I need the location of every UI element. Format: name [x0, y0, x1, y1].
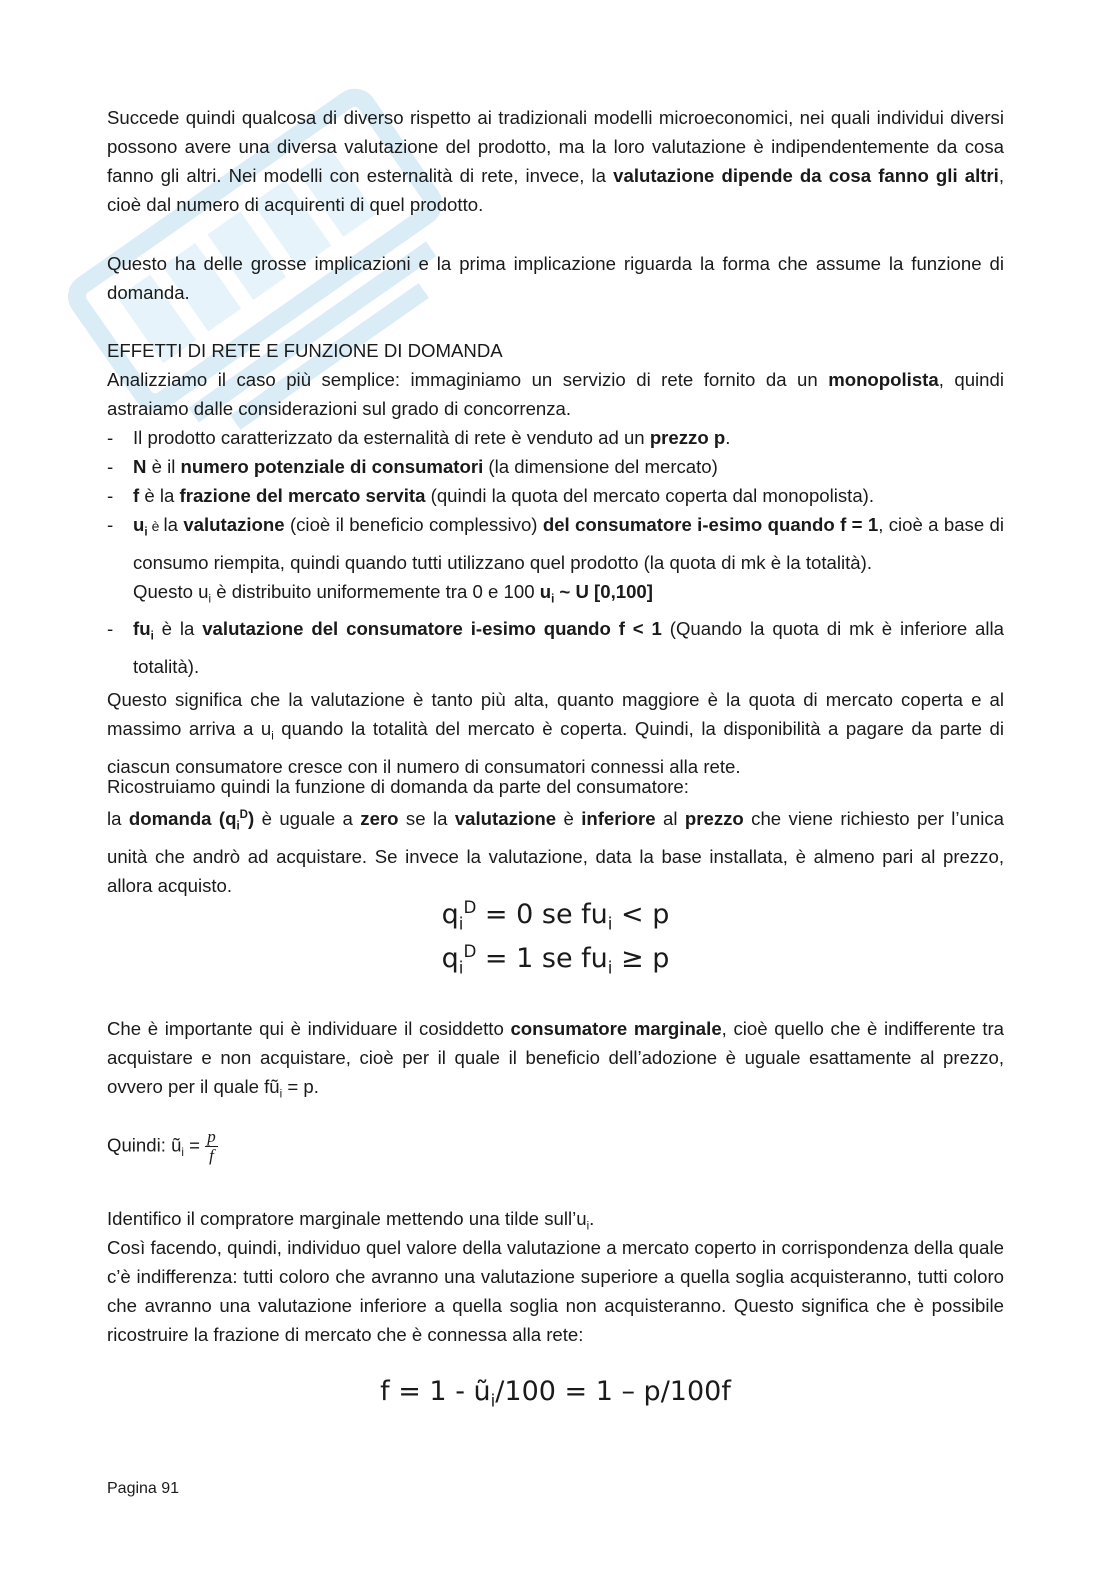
paragraph-1: Succede quindi qualcosa di diverso rispetto ai tradizionali modelli microeconomici, nei quali individui diversi possono avere una diversa valutazione del prodotto, ma la loro valutazione è indipendentemente da cosa fanno gli altri. Nei modelli con esternalità di rete, invece, la valutazione dipende da cosa fanno gli altri, cioè dal numero di acquirenti di quel prodotto. — [107, 107, 1005, 215]
paragraph-2: Questo ha delle grosse implicazioni e la prima implicazione riguarda la forma che assume la funzione di domanda. — [107, 253, 1004, 303]
paragraph-3: Questo significa che la valutazione è tanto più alta, quanto maggiore è la quota di mercato coperta e al massimo arriva a $u_i$ quando la totalità del mercato è coperta. Quindi, la disponibilità a pagare da parte di ciascun consumatore cresce con il numero di consumatori connessi alla rete. — [107, 689, 1004, 777]
paragraph-8: Così facendo, quindi, individuo quel valore della valutazione a mercato coperto in corrispondenza della quale c’è indifferenza: tutti coloro che avranno una valutazione superiore a quella soglia acquisteranno, tutti coloro che avranno una valutazione inferiore a quella soglia non acquisteranno. Questo significa che è possibile ricostruire la frazione di mercato che è connessa alla rete: — [107, 1237, 1004, 1345]
bullet-list — [107, 423, 1004, 681]
marginal-formula: Quindi: $ũ_i$ = $\frac{p}{f}$ — [107, 1127, 216, 1165]
formula-market-fraction: $f = 1 - ũ_i/100 = 1 - p/100f$ — [380, 1376, 731, 1411]
intro-paragraph: Analizziamo il caso più semplice: immaginiamo un servizio di rete fornito da un monopolista, quindi astraiamo dalle considerazioni sul grado di concorrenza. — [107, 369, 1004, 419]
list-item: - $u_i$ è la valutazione (cioè il beneficio complessivo) del consumatore i-esimo quando f = 1, cioè a base di consumo riempita, quindi quando tutti utilizzano quel prodotto (la quota di mk è la totalità). — [107, 514, 1004, 573]
list-item-continued: Questo $u_i$ è distribuito uniformemente tra 0 e 100 $u_i$ ~ U [0,100] — [133, 580, 653, 606]
list-item: - N è il numero potenziale di consumatori (la dimensione del mercato) — [107, 456, 718, 477]
list-item: - Il prodotto caratterizzato da esternalità di rete è venduto ad un prezzo p. — [107, 427, 731, 448]
list-item: - $fu_i$ è la valutazione del consumatore i-esimo quando f < 1 (Quando la quota di mk è inferiore alla totalità). — [107, 618, 1004, 678]
paragraph-7: Identifico il compratore marginale mettendo una tilde $sull’u_i$. — [107, 1208, 595, 1233]
formula-demand-one: $q_i^D = 1$ se $fu_i \ge p$ — [441, 941, 670, 978]
section-heading: EFFETTI DI RETE E FUNZIONE DI DOMANDA — [107, 340, 503, 361]
page-number: Pagina 91 — [107, 1480, 180, 1497]
paragraph-4: Ricostruiamo quindi la funzione di domanda da parte del consumatore: — [107, 776, 689, 797]
paragraph-5: la domanda $(q_i^D)$ è uguale a zero se la valutazione è inferiore al prezzo che viene richiesto per l’unica unità che andrò ad acquistare. Se invece la valutazione, data la base installata, è almeno pari al prezzo, allora acquisto. — [107, 808, 1004, 896]
fraction: $\frac{p}{f}$ — [207, 1127, 216, 1165]
paragraph-6: Che è importante qui è individuare il cosiddetto consumatore marginale, cioè quello che è indifferente tra acquistare e non acquistare, cioè per il quale il beneficio dell’adozione è uguale esattamente al prezzo, ovvero per il quale $fũ_i = p$. — [107, 1018, 1005, 1101]
formula-demand-zero: $q_i^D = 0$ se $fu_i < p$ — [441, 897, 670, 934]
list-item: - f è la frazione del mercato servita (quindi la quota del mercato coperta dal monopolista). — [107, 485, 875, 506]
